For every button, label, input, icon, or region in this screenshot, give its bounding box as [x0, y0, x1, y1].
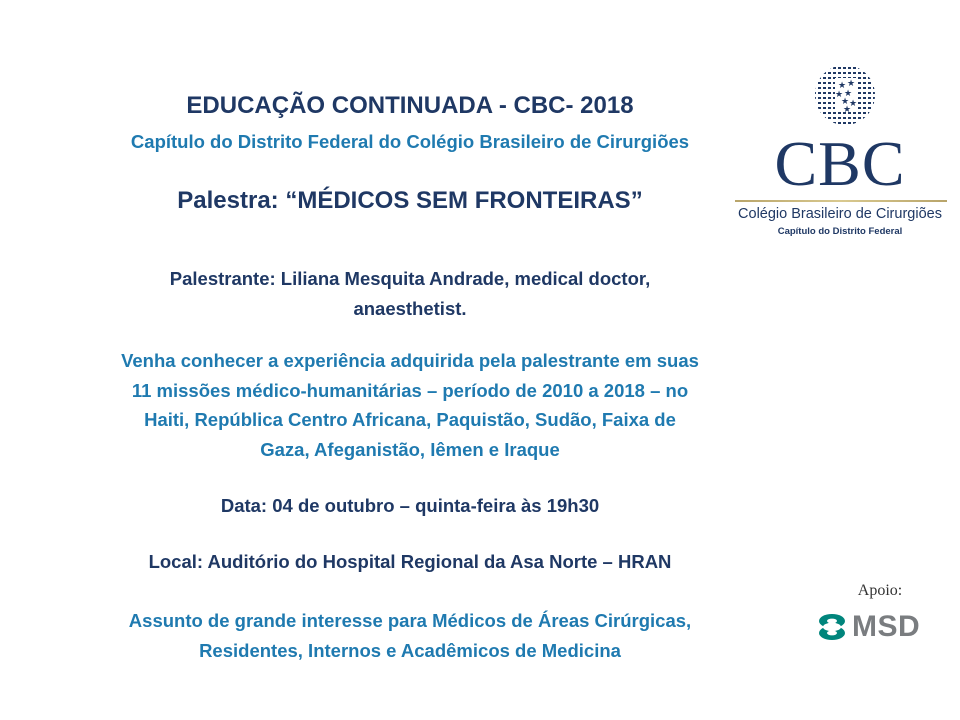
cbc-logo — [725, 62, 955, 242]
event-date: Data: 04 de outubro – quinta-feira às 19h30 — [220, 495, 600, 516]
description-line: Gaza, Afeganistão, Iêmen e Iraque — [260, 438, 560, 460]
target-audience — [30, 606, 790, 666]
svg-text:★: ★ — [849, 99, 858, 109]
svg-text:★: ★ — [838, 81, 847, 91]
event-location: Local: Auditório do Hospital Regional da Asa Norte – HRAN — [148, 551, 672, 572]
lecture-description — [30, 346, 790, 464]
speaker-info — [60, 264, 760, 324]
msd-logo-text: MSD — [852, 610, 921, 643]
event-title: EDUCAÇÃO CONTINUADA - CBC- 2018 — [186, 92, 634, 119]
speaker-line: anaesthetist. — [353, 298, 467, 319]
description-line: Venha conhecer a experiência adquirida pela palestrante em suas — [121, 350, 699, 371]
speaker-line: Palestrante: Liliana Mesquita Andrade, medical doctor, — [169, 268, 651, 289]
svg-text:★: ★ — [835, 90, 844, 100]
svg-text:★: ★ — [841, 97, 850, 107]
msd-logo-mark-icon — [816, 612, 848, 642]
cbc-logo-chapter: Capítulo do Distrito Federal — [777, 226, 903, 237]
cbc-logo-letters: CBC — [774, 128, 906, 199]
cbc-logo-rule — [735, 200, 947, 202]
event-subtitle: Capítulo do Distrito Federal do Colégio Brasileiro de Cirurgiões — [130, 131, 690, 152]
svg-text:★: ★ — [844, 89, 853, 99]
description-line: 11 missões médico-humanitárias – período de 2010 a 2018 – no — [131, 379, 689, 401]
audience-line: Assunto de grande interesse para Médicos de Áreas Cirúrgicas, — [128, 610, 692, 631]
audience-line: Residentes, Internos e Acadêmicos de Medicina — [199, 640, 621, 661]
svg-text:★: ★ — [847, 79, 856, 89]
svg-text:★: ★ — [843, 105, 852, 115]
cbc-logo-name: Colégio Brasileiro de Cirurgiões — [738, 206, 942, 222]
description-line: Haiti, República Centro Africana, Paquistão, Sudão, Faixa de — [144, 409, 676, 430]
cbc-globe-stars-emblem-icon — [813, 62, 877, 128]
msd-logo — [816, 610, 946, 644]
lecture-title: Palestra: “MÉDICOS SEM FRONTEIRAS” — [177, 187, 643, 214]
support-label: Apoio: — [857, 582, 903, 599]
